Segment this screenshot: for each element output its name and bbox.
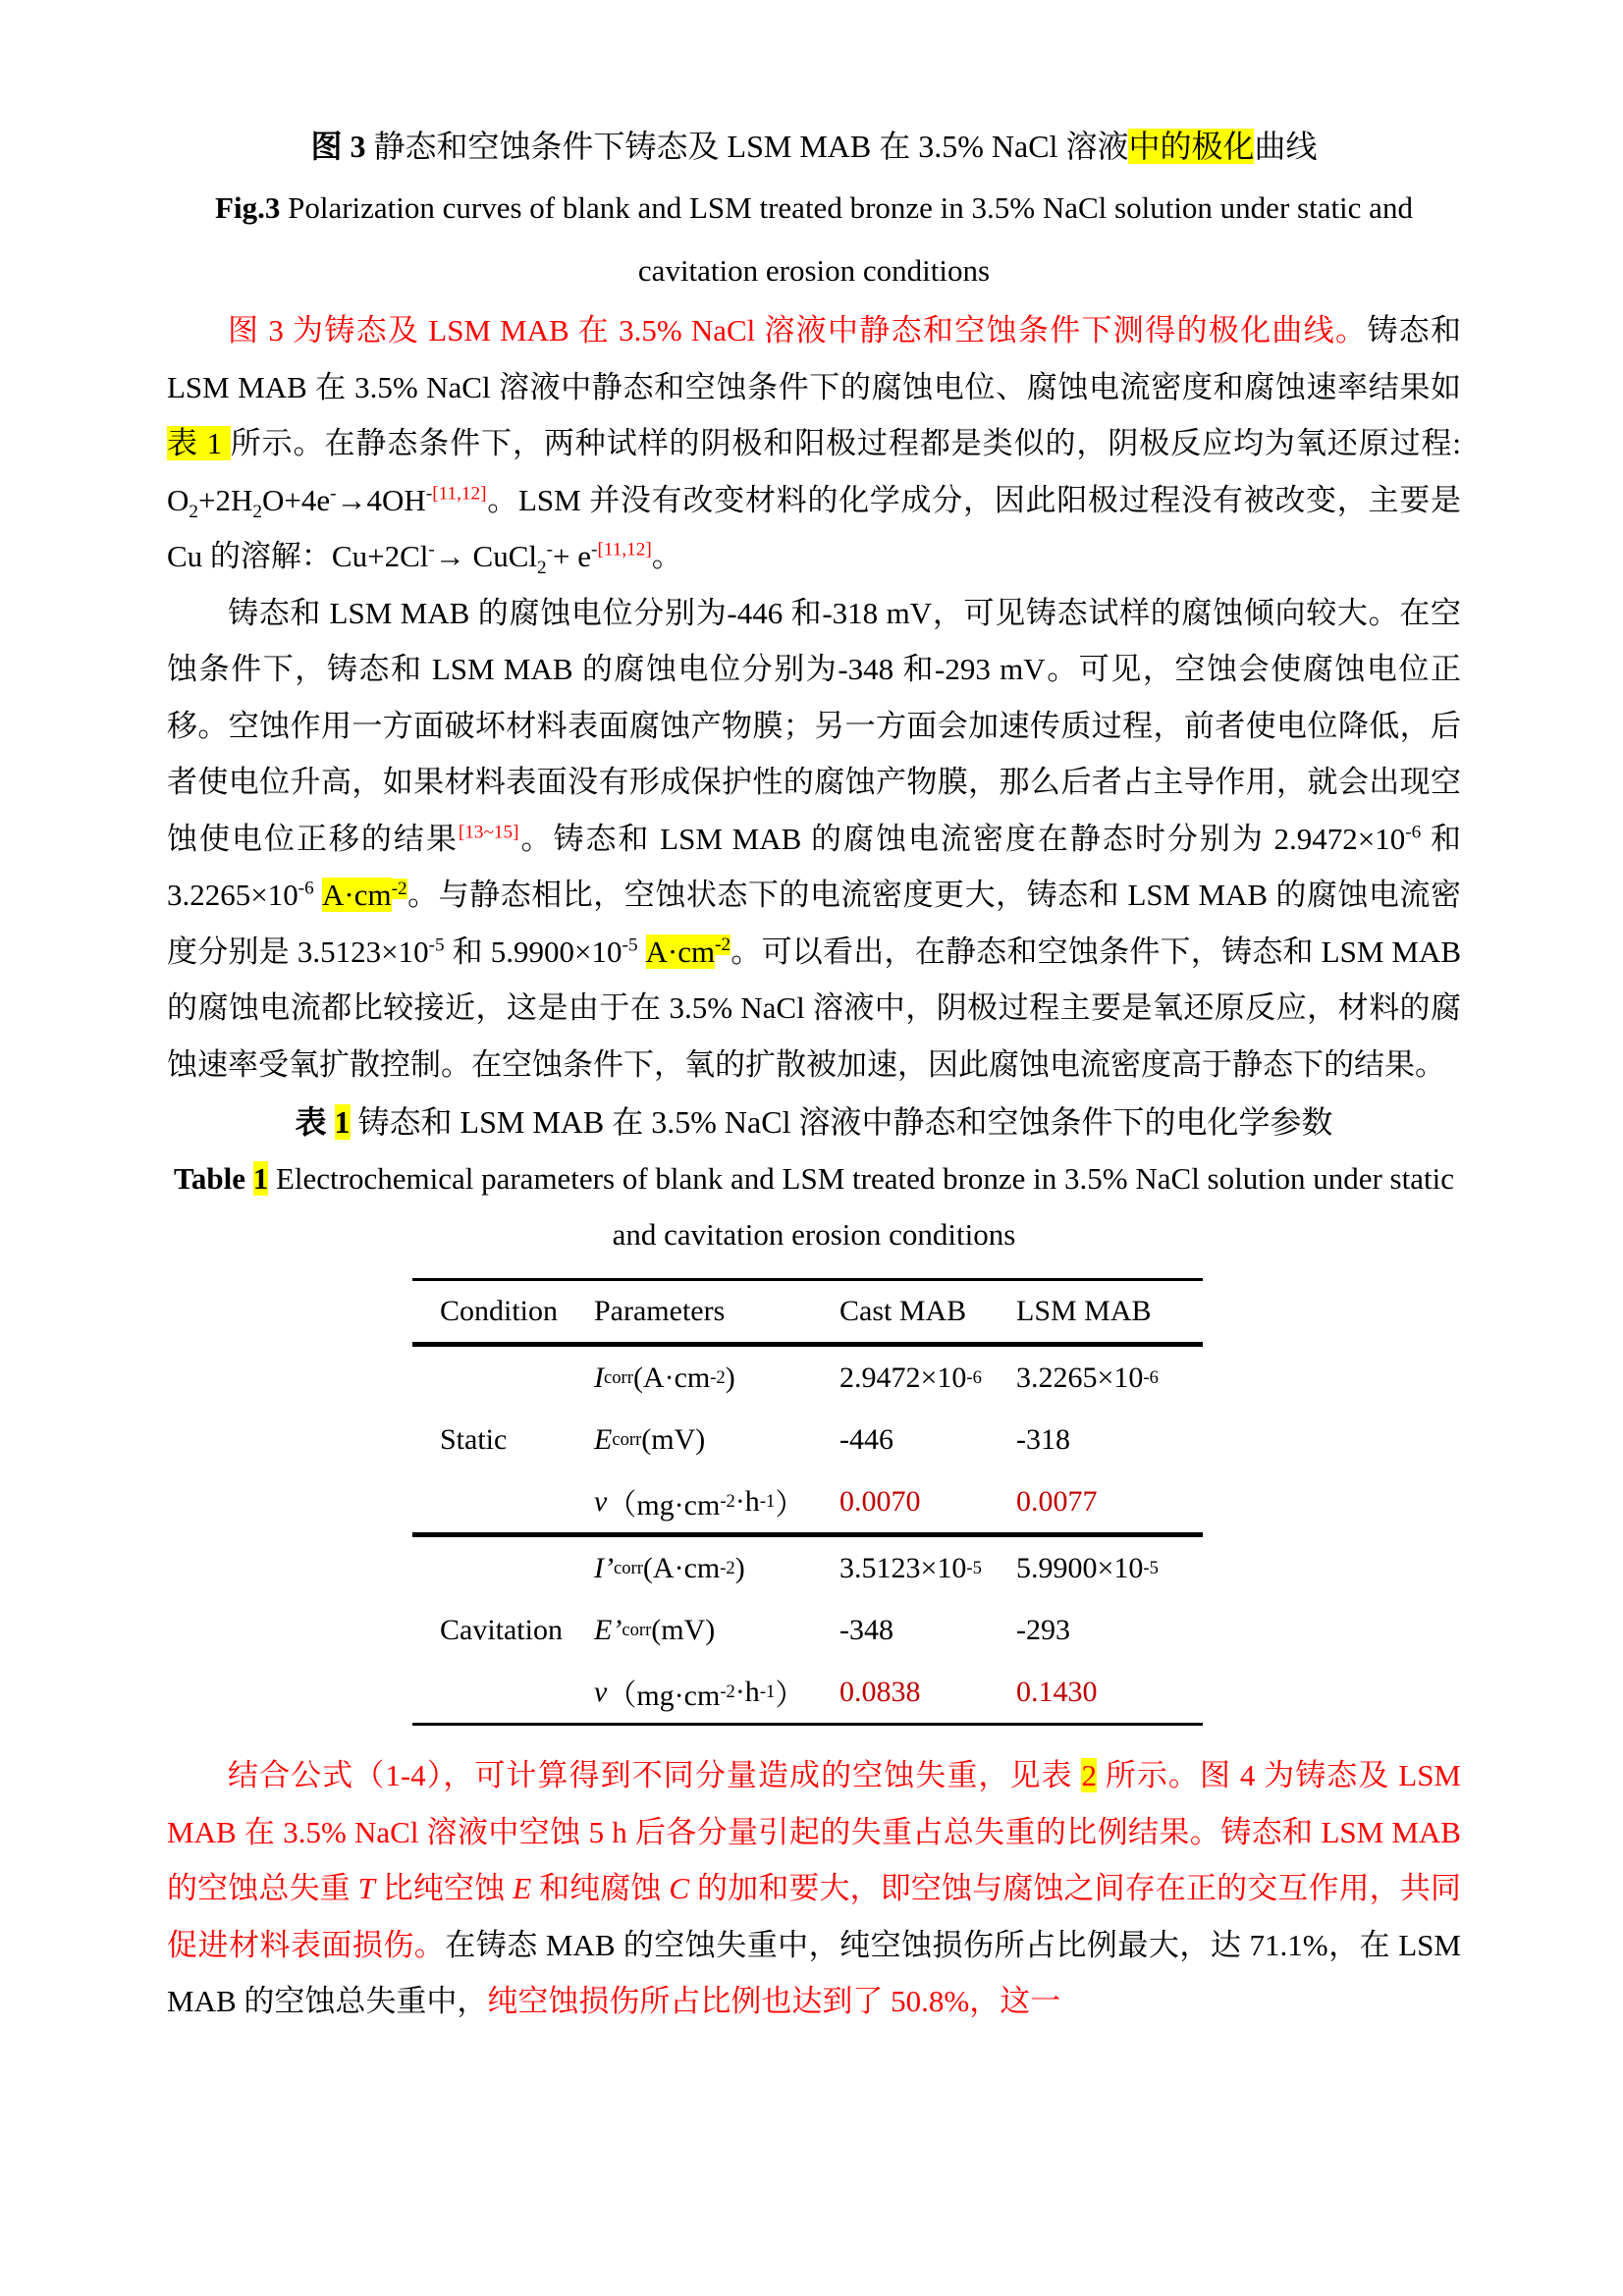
value-icorr-lsm: 3.2265×10 -6 xyxy=(1016,1361,1159,1394)
table-caption-zh: 表 1 铸态和 LSM MAB 在 3.5% NaCl 溶液中静态和空蚀条件下的电化学参数 xyxy=(295,1104,1333,1140)
table-caption-en: Table 1 Electrochemical parameters of blank and LSM treated bronze in 3.5% NaCl solution under static and cavitation erosion conditions xyxy=(174,1161,1454,1252)
value-ecorr-prime-cast: -348 xyxy=(839,1613,893,1646)
page-content xyxy=(167,0,1461,2030)
param-ecorr: E corr (mV) xyxy=(594,1422,706,1456)
table-group-cavitation xyxy=(412,1532,1203,1723)
paragraph-3: 结合公式（1-4），可计算得到不同分量造成的空蚀失重，见表 2 所示。图 4 为铸态及 LSM MAB 在 3.5% NaCl 溶液中空蚀 5 h 后各分量引起的失重占总失重的比例结果。铸态和 LSM MAB 的空蚀总失重 T 比纯空蚀 E 和纯腐蚀 C 的加和要大，即空蚀与腐蚀之间存在正的交互作用，共同促进材料表面损伤。在铸态 MAB 的空蚀失重中，纯空蚀损伤所占比例最大，达 71.1%，在 LSM MAB 的空蚀总失重中，纯空蚀损伤所占比例也达到了 50.8%，这一 xyxy=(167,1758,1462,2018)
value-icorr-prime-lsm: 5.9900×10 -5 xyxy=(1016,1551,1159,1584)
param-v-static: v （mg·cm -2 ·h -1 ） xyxy=(594,1484,805,1522)
table-header-lsm-mab: LSM MAB xyxy=(1016,1295,1152,1327)
value-v-cavitation-lsm: 0.1430 xyxy=(1016,1675,1098,1708)
table-header-cast-mab: Cast MAB xyxy=(839,1295,967,1327)
value-icorr-cast: 2.9472×10 -6 xyxy=(839,1361,982,1394)
paragraph-2: 铸态和 LSM MAB 的腐蚀电位分别为-446 和-318 mV，可见铸态试样的腐蚀倾向较大。在空蚀条件下，铸态和 LSM MAB 的腐蚀电位分别为-348 和-293 mV。可见，空蚀会使腐蚀电位正移。空蚀作用一方面破坏材料表面腐蚀产物膜；另一方面会加速传质过程，前者使电位降低，后者使电位升高，如果材料表面没有形成保护性的腐蚀产物膜，那么后者占主导作用，就会出现空蚀使电位正移的结果[13~15]。铸态和 LSM MAB 的腐蚀电流密度在静态时分别为 $2.9472\times 10^{-6}$ 和 $3.2265\times 10^{-6}$ $A\cdot cm^{-2}$。与静态相比，空蚀状态下的电流密度更大，铸态和 LSM MAB 的腐蚀电流密度分别是 $3.5123\times 10^{-5}$ 和 $5.9900\times 10^{-5}$ $A\cdot cm^{-2}$。可以看出，在静态和空蚀条件下，铸态和 LSM MAB 的腐蚀电流都比较接近，这是由于在 3.5% NaCl 溶液中，阴极过程主要是氧还原反应，材料的腐蚀速率受氧扩散控制。在空蚀条件下，氧的扩散被加速，因此腐蚀电流密度高于静态下的结果。 xyxy=(167,595,1462,1082)
value-ecorr-lsm: -318 xyxy=(1016,1422,1070,1456)
figure-caption-en: Fig.3 Polarization curves of blank and LSM treated bronze in 3.5% NaCl solution under static and cavitation erosion conditions xyxy=(215,190,1413,288)
value-ecorr-cast: -446 xyxy=(839,1422,893,1456)
param-v-cavitation: v （mg·cm -2 ·h -1 ） xyxy=(594,1675,805,1712)
param-ecorr-prime: E’ corr (mV) xyxy=(594,1613,716,1646)
paragraph-1: 图 3 为铸态及 LSM MAB 在 3.5% NaCl 溶液中静态和空蚀条件下测得的极化曲线。铸态和 LSM MAB 在 3.5% NaCl 溶液中静态和空蚀条件下的腐蚀电位、腐蚀电流密度和腐蚀速率结果如表 1 所示。在静态条件下，两种试样的阴极和阳极过程都是类似的，阴极反应均为氧还原过程: $O_2+2H_2O+4e^-\to 4OH^{-[11,12]}$。LSM 并没有改变材料的化学成分，因此阳极过程没有被改变，主要是 Cu 的溶解：Cu+2Cl-→ CuCl$_2$-+ $e^{-[11,12]}$。 xyxy=(167,313,1462,579)
condition-label-static: Static xyxy=(440,1422,508,1456)
table-group-static xyxy=(412,1347,1203,1532)
table-header-condition: Condition xyxy=(440,1295,559,1327)
value-v-static-lsm: 0.0077 xyxy=(1016,1484,1098,1518)
param-icorr-prime: I’ corr (A·cm -2 ) xyxy=(594,1551,745,1584)
value-v-static-cast: 0.0070 xyxy=(839,1484,921,1518)
table-header-row xyxy=(412,1281,1203,1347)
table-1 xyxy=(412,1278,1203,1726)
value-ecorr-prime-lsm: -293 xyxy=(1016,1613,1070,1646)
table-header-parameters: Parameters xyxy=(594,1295,726,1327)
condition-label-cavitation: Cavitation xyxy=(440,1613,563,1646)
value-icorr-prime-cast: 3.5123×10 -5 xyxy=(839,1551,982,1584)
param-icorr: I corr (A·cm -2 ) xyxy=(594,1361,735,1394)
value-v-cavitation-cast: 0.0838 xyxy=(839,1675,921,1708)
figure-caption-zh: 图 3 静态和空蚀条件下铸态及 LSM MAB 在 3.5% NaCl 溶液中的极化曲线 xyxy=(310,129,1318,164)
